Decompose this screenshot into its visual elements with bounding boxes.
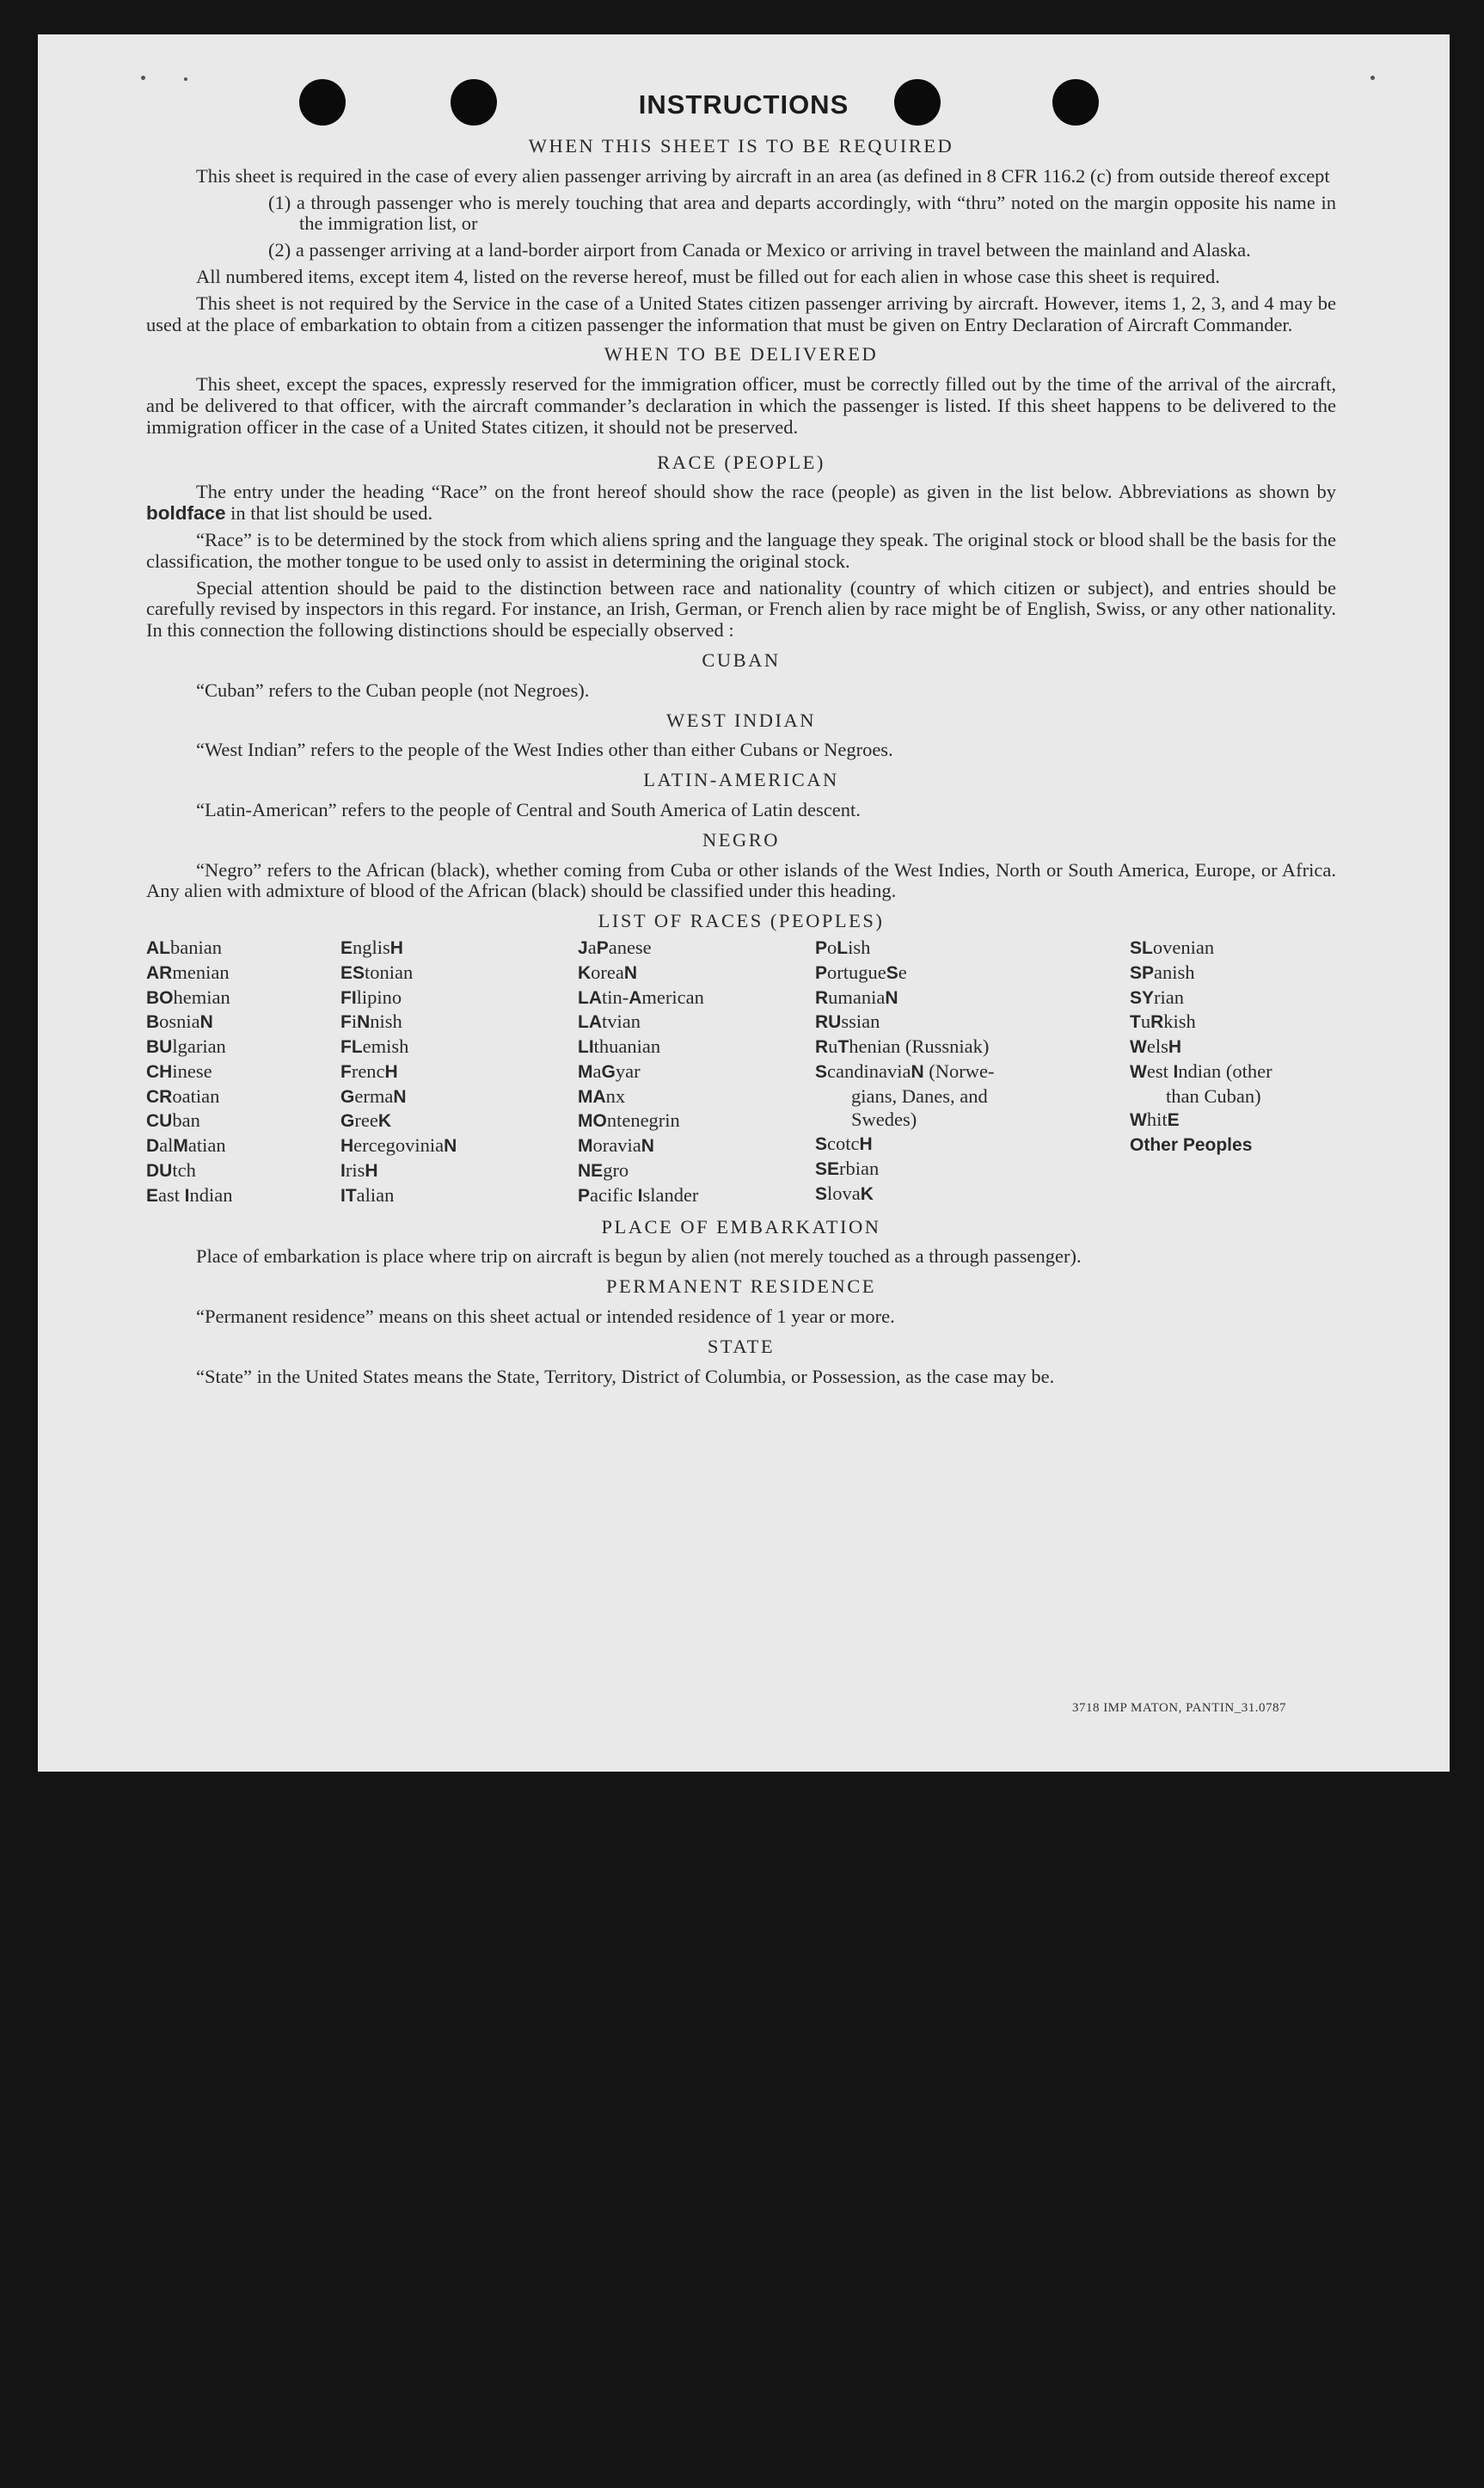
race-entry: MAnx [578,1084,626,1107]
section-heading: PERMANENT RESIDENCE [606,1275,876,1298]
race-entry: CUban [146,1109,200,1132]
section-heading: WHEN THIS SHEET IS TO BE REQUIRED [528,135,954,157]
race-column [1130,936,1336,1208]
race-entry: ITalian [340,1183,395,1206]
race-entry: Swedes) [851,1109,917,1131]
race-entry: ScandinaviaN (Norwe- [815,1060,995,1082]
paragraph [146,482,1336,525]
paragraph: “State” in the United States means the State, Territory, District of Columbia, or Possession, as the case may be. [196,1365,1055,1387]
race-entry: MoraviaN [578,1134,654,1157]
race-entry: MaGyar [578,1060,641,1082]
race-entry: SYrian [1130,986,1184,1008]
race-entry: SlovaK [815,1182,874,1204]
speck [141,76,145,80]
race-entry: LIthuanian [578,1035,661,1058]
race-entry: WhitE [1130,1109,1180,1131]
race-entry: RUssian [815,1011,880,1033]
instruction-sheet [38,34,1450,1772]
paragraph-text: in that list should be used. [225,502,433,525]
race-entry: RumaniaN [815,986,898,1008]
race-list [146,936,1336,1208]
section-heading: LATIN-AMERICAN [643,769,839,791]
paragraph: “West Indian” refers to the people of the West Indies other than either Cubans or Negroes. [196,739,893,761]
race-column [815,936,1130,1208]
race-entry: Pacific Islander [578,1183,699,1206]
race-entry: than Cuban) [1166,1084,1261,1107]
speck [184,77,187,81]
race-entry: KoreaN [578,961,638,983]
race-entry: GermaN [340,1084,407,1107]
section-heading: RACE (PEOPLE) [657,451,825,473]
section-heading: WHEN TO BE DELIVERED [604,343,879,366]
list-item: (2) a passenger arriving at a land-border airport from Canada or Mexico or arriving in travel between the mainland and Alaska. [268,239,1251,261]
race-entry: DalMatian [146,1134,226,1157]
race-entry: FiNnish [340,1011,402,1033]
race-entry: SPanish [1130,961,1195,983]
section-heading: CUBAN [702,648,781,671]
paragraph: “Cuban” refers to the Cuban people (not Negroes). [196,679,590,701]
race-entry: ALbanian [146,936,222,958]
race-entry: BOhemian [146,986,230,1008]
section-heading: WEST INDIAN [666,709,816,731]
race-entry: DUtch [146,1159,196,1182]
page-title: INSTRUCTIONS [638,89,849,120]
paragraph: This sheet, except the spaces, expressly reserved for the immigration officer, must be correctly filled out by the time of the arrival of the aircraft, and be delivered to that officer, with the aircraft commander’s declaration in which the passenger is listed. If this sheet happens to be delivered to the immigration officer in the case of a United States citizen, it should not be preserved. [146,373,1336,438]
race-entry: NEgro [578,1159,629,1182]
section-heading: NEGRO [702,828,780,851]
race-entry: WelsH [1130,1035,1181,1058]
race-entry: BUlgarian [146,1035,226,1058]
race-column [340,936,578,1208]
printer-imprint: 3718 IMP MATON, PANTIN_31.0787 [1071,1701,1286,1715]
race-entry: ScotcH [815,1133,873,1155]
race-entry: gians, Danes, and [851,1084,988,1107]
race-entry: PoLish [815,936,871,958]
race-entry: BosniaN [146,1011,213,1033]
paragraph: This sheet is required in the case of every alien passenger arriving by aircraft in an area (as defined in 8 CFR 116.2 (c) from outside thereof except [196,164,1330,187]
race-column [578,936,815,1208]
paragraph: All numbered items, except item 4, listed on the reverse hereof, must be filled out for each alien in whose case this sheet is required. [196,265,1220,287]
race-entry: LAtvian [578,1011,641,1033]
instructions-body [146,136,1336,1387]
race-entry: JaPanese [578,936,652,958]
race-entry: FrencH [340,1060,398,1082]
race-entry: SErbian [815,1158,880,1180]
race-entry: CRoatian [146,1084,220,1107]
race-entry: EStonian [340,961,414,983]
race-entry: RuThenian (Russniak) [815,1035,990,1058]
section-heading: LIST OF RACES (PEOPLES) [598,910,885,932]
paragraph: This sheet is not required by the Service in the case of a United States citizen passenger arriving by aircraft. However, items 1, 2, 3, and 4 may be used at the place of embarkation to obtain from a citizen passenger the information that must be given on Entry Declaration of Aircraft Commander. [146,292,1336,335]
race-entry: GreeK [340,1109,391,1132]
race-entry: SLovenian [1130,936,1215,958]
section-heading: PLACE OF EMBARKATION [601,1215,881,1238]
race-entry: FIlipino [340,986,402,1008]
race-entry: HercegoviniaN [340,1134,457,1157]
race-entry: West Indian (other [1130,1060,1272,1082]
race-column [146,936,340,1208]
race-entry: Other Peoples [1130,1135,1253,1156]
paragraph: “Race” is to be determined by the stock from which aliens spring and the language they speak. The original stock or blood shall be the basis for the classification, the mother tongue to be used only to assist in determining the original stock. [146,528,1336,572]
section-heading: STATE [707,1335,776,1357]
race-entry: PortugueSe [815,961,907,983]
paragraph: “Negro” refers to the African (black), whether coming from Cuba or other islands of the West Indies, North or South America, Europe, or Africa. Any alien with admixture of blood of the African (black) should be classified under this heading. [146,858,1336,902]
race-entry: ARmenian [146,961,230,983]
paragraph: “Latin-American” refers to the people of Central and South America of Latin descent. [196,798,861,820]
list-item: (1) a through passenger who is merely touching that area and departs accordingly, with “thru” noted on the margin opposite his name in the immigration list, or [268,191,1336,235]
speck [1371,76,1375,80]
paragraph: Place of embarkation is place where trip on aircraft is begun by alien (not merely touched as a through passenger). [196,1245,1082,1268]
race-entry: TuRkish [1130,1011,1196,1033]
race-entry: FLemish [340,1035,409,1058]
race-entry: IrisH [340,1159,378,1182]
race-entry: MOntenegrin [578,1109,680,1132]
race-entry: East Indian [146,1183,233,1206]
race-entry: EnglisH [340,936,403,958]
paragraph: Special attention should be paid to the distinction between race and nationality (country of which citizen or subject), and entries should be carefully revised by inspectors in this regard. For instance, an Irish, German, or French alien by race might be of English, Swiss, or any other nationality. In this connection the following distinctions should be especially observed : [146,576,1336,642]
boldface-word: boldface [146,502,226,525]
race-entry: CHinese [146,1060,212,1082]
race-entry: LAtin-American [578,986,704,1008]
paragraph-text: The entry under the heading “Race” on the front hereof should show the race (people) as given in the list below. Abbreviations as shown by [196,481,1336,503]
paragraph: “Permanent residence” means on this sheet actual or intended residence of 1 year or more. [196,1305,895,1328]
